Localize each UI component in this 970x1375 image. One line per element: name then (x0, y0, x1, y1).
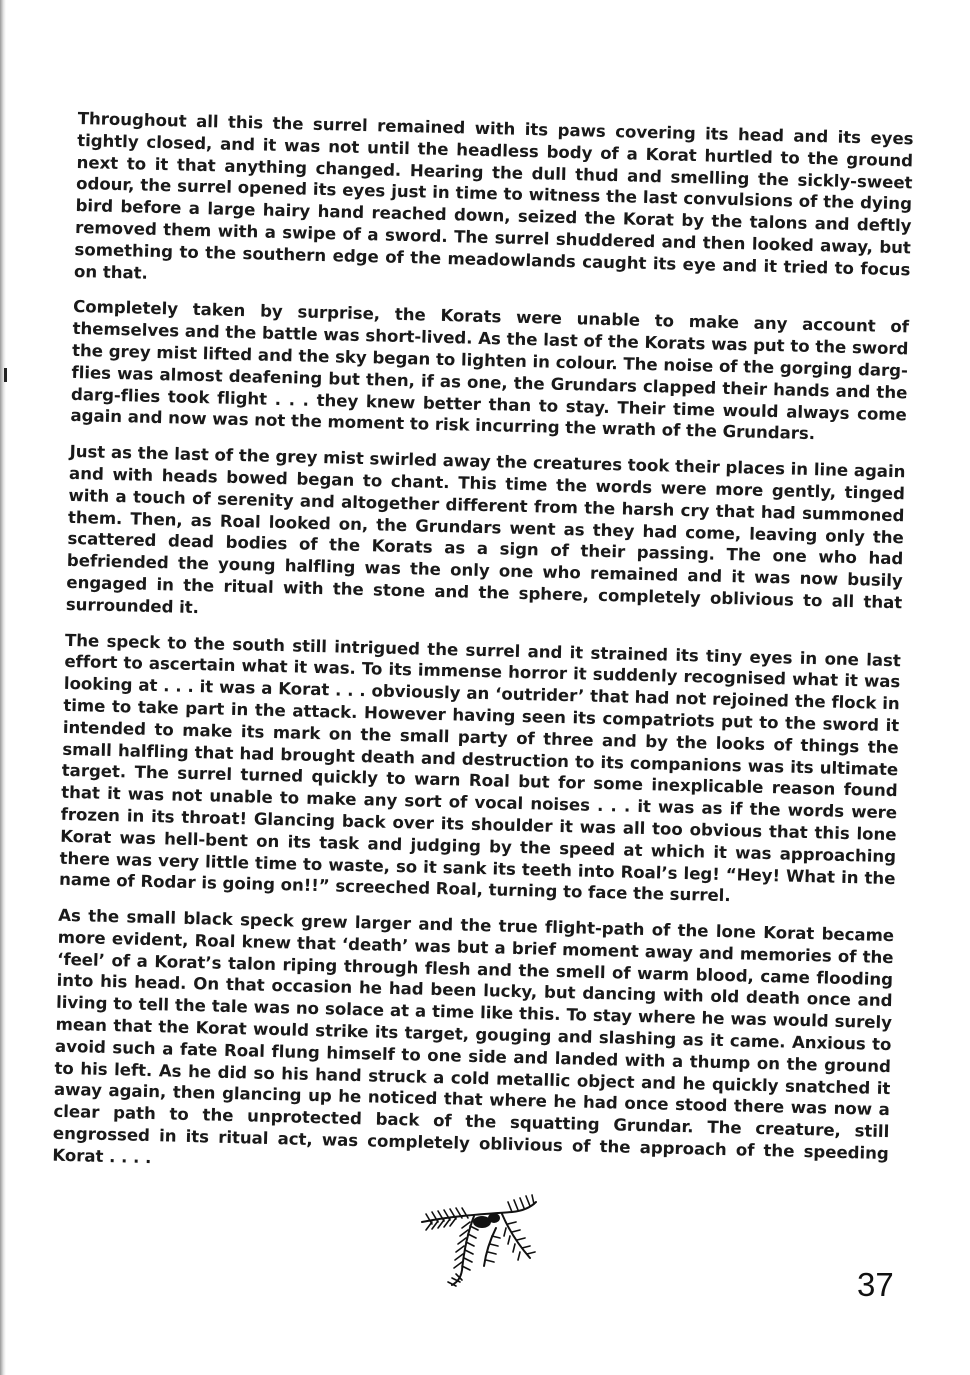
page-number: 37 (857, 1266, 894, 1303)
paragraph: Completely taken by surprise, the Korats were unable to make any account of themselves and the battle was short-lived. As the last of the Korats was put to the sword the grey mist lifted and the sky began to lighten in colour. The noise of the gorging darg-flies was almost deafening but then, if as one, the Grundars clapped their hands and the darg-flies took flight . . . they knew better than to stay. Their time would always come again and now was not the moment to risk incurring the wrath of the Grundars. (70, 297, 910, 444)
feathered-branch-icon (412, 1192, 562, 1292)
paragraph: Throughout all this the surrel remained with its paws covering its head and its eyes tightly closed, and it was not until the headless body of a Korat hurtled to the ground next to it that anything changed. Hearing the dull thud and smelling the sickly-sweet odour, the surrel opened its eyes just in time to witness the last convulsions of the dying bird before a large hairy hand reached down, seized the Korat by the talons and deftly removed them with a swipe of a sword. The surrel shuddered and then looked away, but something to the southern edge of the meadowlands caught its eye and it tried to focus on that. (73, 108, 914, 283)
paragraph: As the small black speck grew larger and the true flight-path of the lone Korat became more evident, Roal knew that ‘death’ was but a brief moment away and memories of the ‘feel’ of a Korat’s talon riping through flesh and the smell of warm blood, came flooding into his head. On that occasion he had been lucky, but dancing with old death once and living to tell the tale was no solace at a time like this. To stay where he was would surely mean that the Korat would strike its target, gouging and slashing as it came. Anxious to avoid such a fate Roal flung himself to one side and landed with a thump on the ground to his left. As he did so his hand struck a cold metallic object and he quickly snatched it away again, then glancing up he noticed that where he had once stood there was now a clear path to the unprotected back of the squatting Grundar. The creature, still engrossed in its ritual act, was completely oblivious of the approach of the speeding Korat . . . . (52, 905, 895, 1167)
scan-edge (0, 0, 6, 1375)
paragraph: The speck to the south still intrigued the surrel and it strained its tiny eyes in one last effort to ascertain what it was. To its immense horror it suddenly recognised what it was looking at . . . it was a Korat . . . obviously an ‘outrider’ that had not rejoined the flock in time to take part in the attack. However having seen its compatriots put to the sword it intended to make its mark on the small party of three and by the looks of things the small halfling that had brought death and destruction to its companions was its ultimate target. The surrel turned quickly to warn Roal but for some inexplicable reason found that it was not unable to make any sort of vocal noises . . . it was as if the words were frozen in its throat! Glancing back over its shoulder it was all too obvious that this lone Korat was hell-bent on its task and judging by the speed at which it was approaching there was very little time to waste, so it sank its teeth into Roal’s leg! “Hey! What in the name of Rodar is going on!!” screeched Roal, turning to face the surrel. (58, 630, 901, 906)
paragraph: Just as the last of the grey mist swirled away the creatures took their places in line again and with heads bowed began to chant. This time the words were more gently, tinged with a touch of serenity and altogether different from the harsh cry that had summoned them. Then, as Roal looked on, the Grundars went as they had come, leaving only the scattered dead bodies of the Korats as a sign of their passing. The one who had befriended the young halfling was the only one who remained and it was now busily engaged in the ritual with the stone and the sphere, completely oblivious to all that surrounded it. (65, 442, 906, 617)
margin-mark (4, 368, 7, 382)
page-body (52, 108, 914, 1201)
